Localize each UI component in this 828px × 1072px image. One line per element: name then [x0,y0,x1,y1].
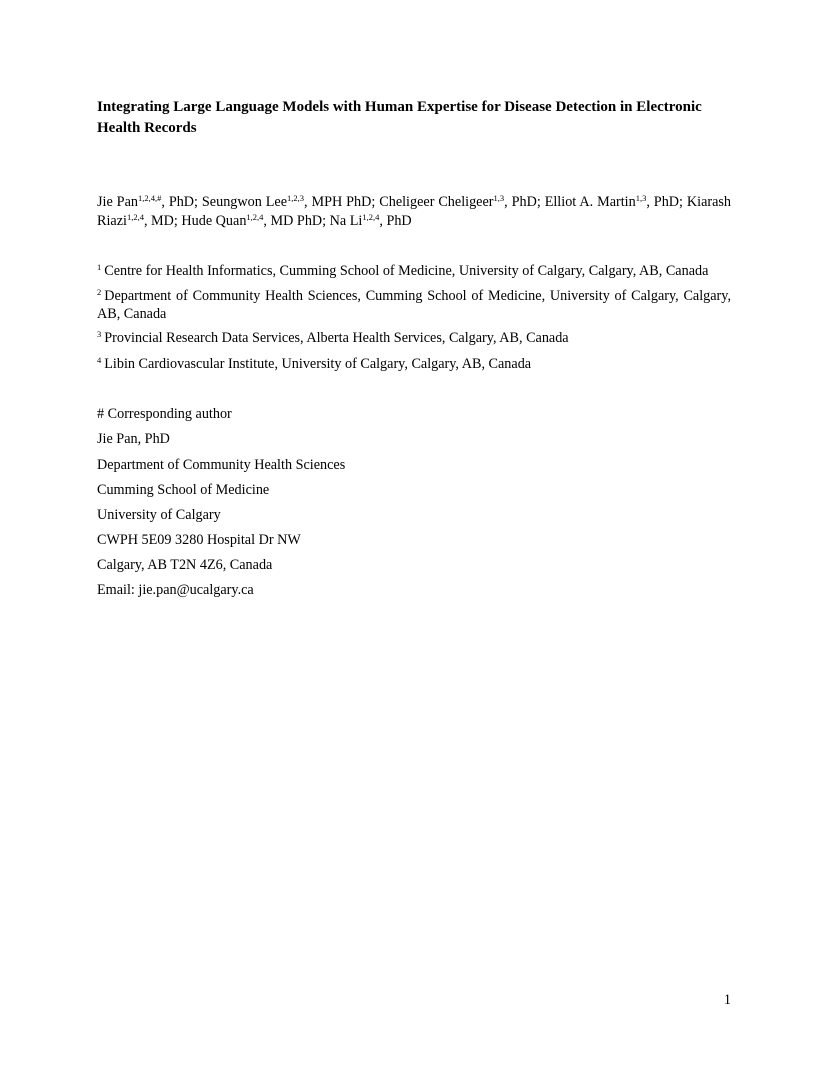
affiliation-text: Department of Community Health Sciences, Cumming School of Medicine, University of Calgary, Calgary, AB, Canada [97,288,731,322]
correspondence-university: University of Calgary [97,507,221,523]
paper-title: Integrating Large Language Models with Human Expertise for Disease Detection in Electronic Health Records [97,99,702,136]
affiliation-3 [97,329,731,347]
author-affiliation-marks: 1,2,3 [287,193,305,203]
author-name: Jie Pan [97,194,138,210]
affiliation-4 [97,355,731,373]
paper-page [97,0,731,1072]
affiliation-number: 2 [97,287,102,297]
author-degree: , PhD; [504,194,545,210]
author-name: Cheligeer Cheligeer [379,194,494,210]
affiliation-number: 4 [97,355,102,365]
correspondence-email: Email: jie.pan@ucalgary.ca [97,582,254,598]
correspondence-address-line-2: Calgary, AB T2N 4Z6, Canada [97,557,273,573]
author-degree: , MD; [143,213,182,229]
author-degree: , MPH PhD; [304,194,380,210]
affiliation-text: Provincial Research Data Services, Alberta Health Services, Calgary, AB, Canada [104,330,569,346]
affiliation-number: 3 [97,329,102,339]
affiliation-2 [97,287,731,323]
author-degree: , PhD; [646,194,687,210]
author-name: Elliot A. Martin [544,194,636,210]
correspondence-name: Jie Pan, PhD [97,431,170,447]
affiliation-text: Centre for Health Informatics, Cumming School of Medicine, University of Calgary, Calgary, AB, Canada [104,263,709,279]
author-affiliation-marks: 1,3 [493,193,505,203]
author-degree: , PhD; [161,194,202,210]
author-affiliation-marks: 1,2,4 [246,212,264,222]
author-name: Kiarash Riazi [97,194,732,229]
author-degree: , MD PhD; [263,213,330,229]
author-name: Hude Quan [181,213,247,229]
author-affiliation-marks: 1,2,4,# [137,193,162,203]
affiliation-text: Libin Cardiovascular Institute, University of Calgary, Calgary, AB, Canada [104,356,532,372]
affiliation-1 [97,262,731,280]
author-degree: , PhD [379,213,412,229]
author-affiliation-marks: 1,2,4 [362,212,380,222]
affiliation-number: 1 [97,262,102,272]
author-list [97,193,731,231]
author-affiliation-marks: 1,3 [635,193,647,203]
correspondence-heading: # Corresponding author [97,406,232,422]
author-name: Na Li [329,213,363,229]
author-name: Seungwon Lee [201,194,288,210]
author-affiliation-marks: 1,2,4 [126,212,144,222]
correspondence-address-line-1: CWPH 5E09 3280 Hospital Dr NW [97,532,301,548]
correspondence-department: Department of Community Health Sciences [97,457,346,473]
page-number: 1 [723,992,731,1008]
correspondence-school: Cumming School of Medicine [97,482,270,498]
